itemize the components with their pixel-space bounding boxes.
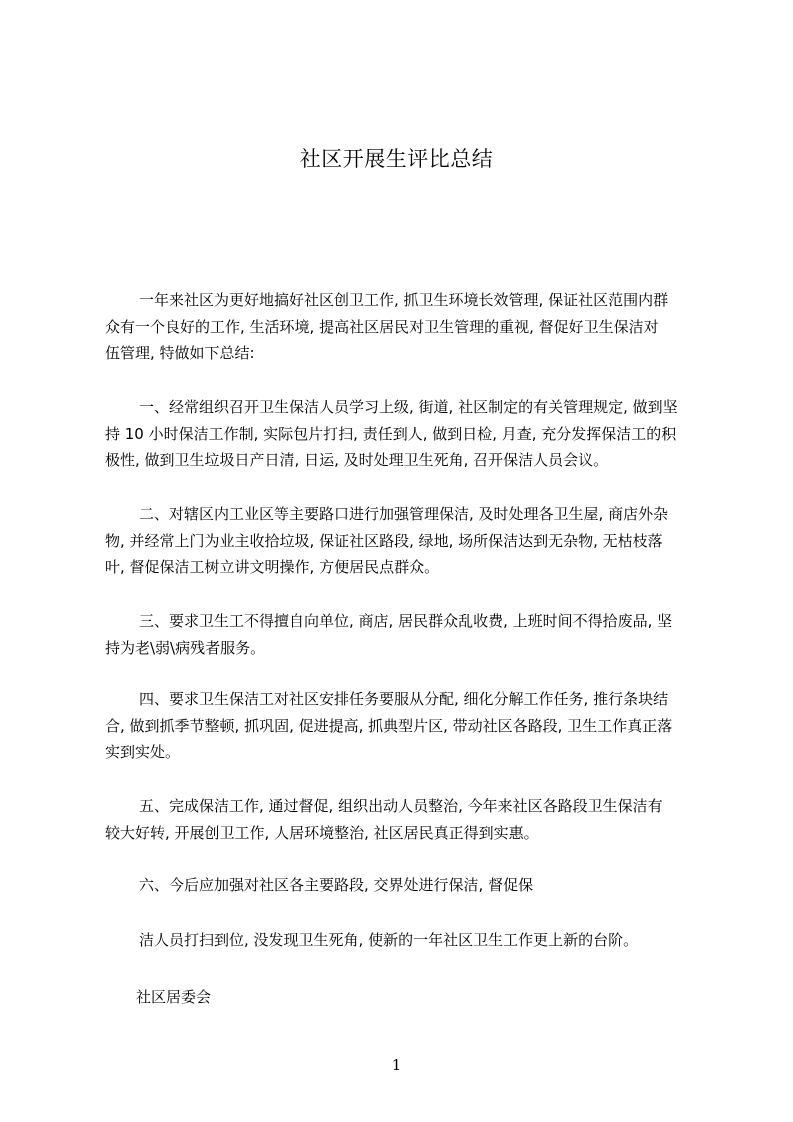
paragraph-line: 叶, 督促保洁工树立讲文明操作, 方便居民点群众。 <box>105 558 440 576</box>
signature: 社区居委会 <box>136 988 212 1006</box>
paragraph-line: 持为老\弱\病残者服务。 <box>105 638 266 657</box>
page-number: 1 <box>391 1056 402 1074</box>
paragraph-item-1 <box>105 394 700 474</box>
paragraph-line: 一年来社区为更好地搞好社区创卫工作, 抓卫生环境长效管理, 保证社区范围内群 <box>139 291 669 309</box>
paragraph-line: 伍管理, 特做如下总结: <box>105 344 255 362</box>
paragraph-line: 合, 做到抓季节整顿, 抓巩固, 促进提高, 抓典型片区, 带动社区各路段, 卫生工作真正落 <box>105 716 673 735</box>
page-title: 社区开展生评比总结 <box>299 147 494 171</box>
paragraph-line: 实到实处。 <box>105 743 181 761</box>
paragraph-item-6 <box>105 872 700 899</box>
paragraph-item-3 <box>105 608 700 661</box>
paragraph-line: 持 10 小时保洁工作制, 实际包片打扫, 责任到人, 做到日检, 月查, 充分发挥保洁工的积 <box>105 424 677 443</box>
paragraph-item-6-continued <box>105 927 700 954</box>
paragraph-line: 五、完成保洁工作, 通过督促, 组织出动人员整治, 今年来社区各路段卫生保洁有 <box>139 797 663 815</box>
paragraph-item-2 <box>105 501 700 581</box>
paragraph-line: 一、经常组织召开卫生保洁人员学习上级, 街道, 社区制定的有关管理规定, 做到坚 <box>139 398 678 416</box>
paragraph-line: 众有一个良好的工作, 生活环境, 提高社区居民对卫生管理的重视, 督促好卫生保洁对 <box>105 317 659 336</box>
paragraph-line: 较大好转, 开展创卫工作, 人居环境整治, 社区居民真正得到实惠。 <box>105 823 539 842</box>
paragraph-item-5 <box>105 793 700 846</box>
paragraph-intro <box>105 287 700 367</box>
paragraph-line: 三、要求卫生工不得擅自向单位, 商店, 居民群众乱收费, 上班时间不得拾废品, 坚 <box>139 612 673 630</box>
paragraph-line: 六、今后应加强对社区各主要路段, 交界处进行保洁, 督促保 <box>139 876 534 894</box>
paragraph-item-4 <box>105 686 700 766</box>
paragraph-line: 物, 并经常上门为业主收拾垃圾, 保证社区路段, 绿地, 场所保洁达到无杂物, 无枯枝落 <box>105 531 663 550</box>
paragraph-line: 四、要求卫生保洁工对社区安排任务要服从分配, 细化分解工作任务, 推行条块结 <box>139 690 669 708</box>
paragraph-line: 二、对辖区内工业区等主要路口进行加强管理保洁, 及时处理各卫生屋, 商店外杂 <box>139 505 669 523</box>
paragraph-line: 洁人员打扫到位, 没发现卫生死角, 使新的一年社区卫生工作更上新的台阶。 <box>139 931 639 949</box>
paragraph-line: 极性, 做到卫生垃圾日产日清, 日运, 及时处理卫生死角, 召开保洁人员会议。 <box>105 451 609 469</box>
